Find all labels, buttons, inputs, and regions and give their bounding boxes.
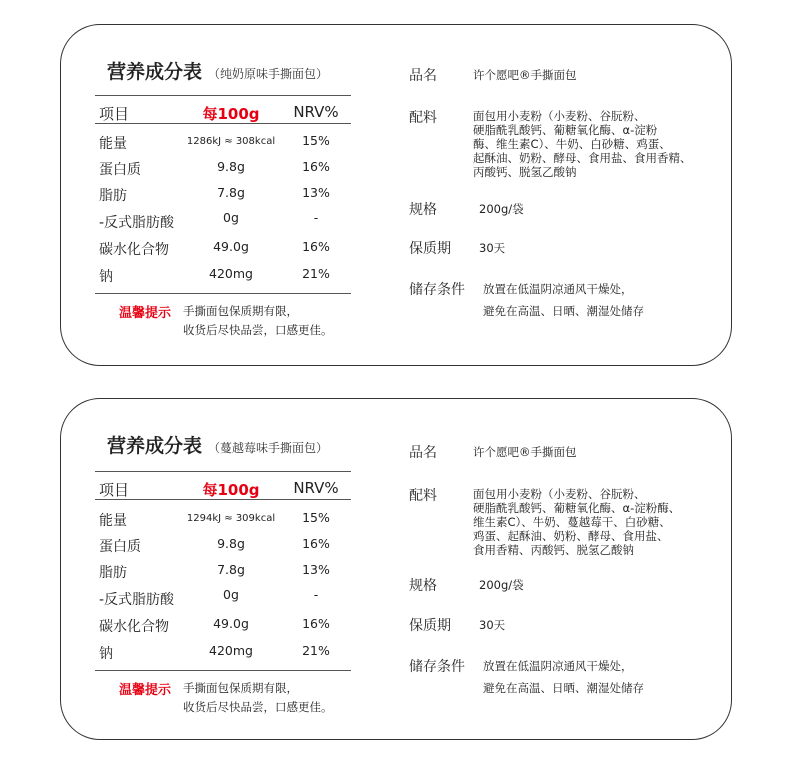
table-row: -反式脂肪酸 0g - xyxy=(99,210,319,231)
storage-line-2: 避免在高温、日晒、潮湿处储存 xyxy=(483,681,644,695)
ingredients-value: 面包用小麦粉（小麦粉、谷朊粉、 硬脂酰乳酸钙、葡糖氧化酶、α-淀粉酶、 维生素C）、牛奶、蔓越莓干、白砂糖、 鸡蛋、起酥油、奶粉、酵母、食用盐、 食用香精、丙酸钙、脱氢乙酸钠 xyxy=(473,487,681,557)
nutrition-card-original xyxy=(60,24,732,366)
header-per-100g: 每100g xyxy=(202,105,260,123)
shelf-life-value: 30天 xyxy=(479,241,506,255)
table-row: 钠 420mg 21% xyxy=(99,643,330,662)
table-row: -反式脂肪酸 0g - xyxy=(99,587,319,608)
spec-value: 200g/袋 xyxy=(479,578,524,592)
header-item: 项目 xyxy=(99,105,130,123)
spec-label: 规格 xyxy=(409,202,437,218)
table-bottom-rule xyxy=(95,293,351,294)
nutrition-title: 营养成分表 （蔓越莓味手撕面包） xyxy=(107,435,329,457)
variant-label: （纯奶原味手撕面包） xyxy=(208,67,329,81)
table-top-rule xyxy=(95,471,351,472)
ingredients-label: 配料 xyxy=(409,488,437,504)
header-item: 项目 xyxy=(99,481,130,499)
tip-line-2: 收货后尽快品尝，口感更佳。 xyxy=(183,700,333,714)
shelf-life-value: 30天 xyxy=(479,618,506,632)
spec-label: 规格 xyxy=(409,578,437,594)
header-nrv: NRV% xyxy=(293,103,339,121)
shelf-life-label: 保质期 xyxy=(409,618,451,634)
table-row: 蛋白质 9.8g 16% xyxy=(99,536,330,555)
header-rule xyxy=(95,123,351,124)
shelf-life-label: 保质期 xyxy=(409,241,451,257)
nutrition-card-cranberry xyxy=(60,398,732,740)
table-bottom-rule xyxy=(95,670,351,671)
table-row: 脂肪 7.8g 13% xyxy=(99,185,330,204)
header-rule xyxy=(95,499,351,500)
tip-line-1: 手撕面包保质期有限， xyxy=(183,304,298,318)
table-top-rule xyxy=(95,95,351,96)
table-row: 蛋白质 9.8g 16% xyxy=(99,159,330,178)
storage-line-2: 避免在高温、日晒、潮湿处储存 xyxy=(483,304,644,318)
tip-line-2: 收货后尽快品尝，口感更佳。 xyxy=(183,323,333,337)
header-nrv: NRV% xyxy=(293,479,339,497)
storage-label: 储存条件 xyxy=(409,282,465,298)
product-name-value: 许个愿吧®手撕面包 xyxy=(473,68,577,82)
table-row: 脂肪 7.8g 13% xyxy=(99,562,330,581)
storage-line-1: 放置在低温阴凉通风干燥处， xyxy=(483,282,633,296)
product-name-label: 品名 xyxy=(409,445,437,461)
tip-label: 温馨提示 xyxy=(119,306,172,321)
storage-line-1: 放置在低温阴凉通风干燥处， xyxy=(483,659,633,673)
table-row: 能量 1294kJ ≈ 309kcal 15% xyxy=(99,510,330,529)
ingredients-value: 面包用小麦粉（小麦粉、谷朊粉、 硬脂酰乳酸钙、葡糖氧化酶、α-淀粉 酶、维生素C）、牛奶、白砂糖、鸡蛋、 起酥油、奶粉、酵母、食用盐、食用香精、 丙酸钙、脱氢乙酸钠 xyxy=(473,109,692,179)
ingredients-label: 配料 xyxy=(409,110,437,126)
spec-value: 200g/袋 xyxy=(479,202,524,216)
table-row: 钠 420mg 21% xyxy=(99,266,330,285)
nutrition-title: 营养成分表 （纯奶原味手撕面包） xyxy=(107,61,329,83)
tip-label: 温馨提示 xyxy=(119,683,172,698)
variant-label: （蔓越莓味手撕面包） xyxy=(208,441,329,455)
product-name-value: 许个愿吧®手撕面包 xyxy=(473,445,577,459)
tip-line-1: 手撕面包保质期有限， xyxy=(183,681,298,695)
product-name-label: 品名 xyxy=(409,68,437,84)
storage-label: 储存条件 xyxy=(409,659,465,675)
table-row: 能量 1286kJ ≈ 308kcal 15% xyxy=(99,133,330,152)
table-row: 碳水化合物 49.0g 16% xyxy=(99,616,330,635)
table-row: 碳水化合物 49.0g 16% xyxy=(99,239,330,258)
header-per-100g: 每100g xyxy=(202,481,260,499)
